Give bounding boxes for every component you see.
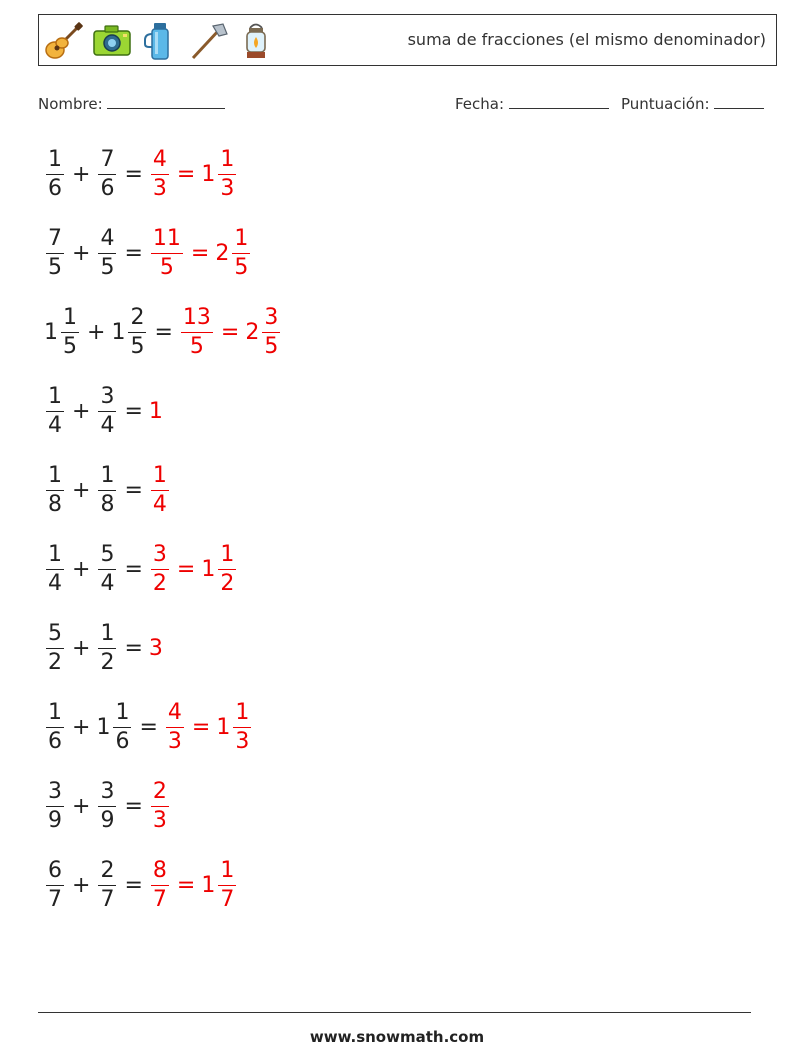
answer-whole: 3: [148, 635, 163, 661]
answer-equals-sign: =: [190, 240, 210, 266]
worksheet-header: [38, 14, 777, 66]
answer-mixed-fraction: [218, 146, 236, 201]
numerator: 3: [100, 778, 115, 804]
camera-icon: [91, 20, 133, 62]
fraction: [113, 699, 131, 754]
denominator: 8: [100, 491, 115, 517]
denominator: 5: [189, 333, 204, 359]
denominator: 3: [167, 728, 182, 754]
fraction: [46, 383, 64, 438]
answer-mixed-whole: 2: [215, 240, 230, 266]
operand-a: [44, 778, 66, 833]
operand-a: [44, 383, 66, 438]
denominator: 3: [220, 175, 235, 201]
denominator: 3: [152, 807, 167, 833]
numerator: 1: [152, 462, 167, 488]
score-blank[interactable]: [714, 94, 764, 109]
numerator: 1: [48, 383, 62, 409]
numerator: 1: [48, 541, 62, 567]
answer-fraction: [151, 778, 169, 833]
numerator: 3: [48, 778, 62, 804]
operand-a: [44, 541, 66, 596]
date-field: [455, 94, 609, 113]
denominator: 5: [130, 333, 145, 359]
numerator: 1: [220, 146, 235, 172]
answer: [149, 146, 238, 201]
fraction: [46, 541, 64, 596]
answer-fraction: [151, 857, 169, 912]
denominator: 7: [220, 886, 235, 912]
answer-fraction: [151, 225, 183, 280]
problem-row: [44, 142, 238, 206]
name-label: Nombre:: [38, 95, 103, 113]
answer: [149, 778, 171, 833]
denominator: 2: [220, 570, 235, 596]
equals-sign: =: [124, 398, 143, 424]
answer-mixed-fraction: [218, 857, 236, 912]
fraction: [98, 541, 116, 596]
plus-sign: +: [72, 398, 91, 424]
name-field: [38, 94, 225, 113]
fraction: [128, 304, 146, 359]
problem-row: [44, 774, 171, 838]
answer: [149, 636, 163, 661]
operand-b: [111, 304, 148, 359]
plus-sign: +: [72, 714, 91, 740]
answer-fraction: [181, 304, 213, 359]
plus-sign: +: [72, 793, 91, 819]
header-icons: [43, 19, 277, 63]
equals-sign: =: [124, 556, 143, 582]
numerator: 1: [100, 462, 115, 488]
answer-equals-sign: =: [176, 872, 196, 898]
score-field: [621, 94, 764, 113]
answer: [149, 541, 238, 596]
fraction: [46, 462, 64, 517]
equals-sign: =: [124, 240, 143, 266]
numerator: 5: [100, 541, 115, 567]
plus-sign: +: [72, 240, 91, 266]
denominator: 4: [48, 570, 62, 596]
answer-equals-sign: =: [220, 319, 240, 345]
answer-mixed-whole: 1: [201, 872, 216, 898]
numerator: 7: [100, 146, 115, 172]
denominator: 4: [100, 570, 115, 596]
numerator: 1: [115, 699, 130, 725]
denominator: 6: [48, 728, 62, 754]
problem-row: [44, 379, 163, 443]
denominator: 3: [235, 728, 250, 754]
plus-sign: +: [72, 477, 91, 503]
numerator: 2: [130, 304, 145, 330]
numerator: 1: [63, 304, 77, 330]
operand-b: [96, 778, 118, 833]
operand-b: [96, 462, 118, 517]
equals-sign: =: [124, 635, 143, 661]
fraction: [46, 778, 64, 833]
plus-sign: +: [72, 161, 91, 187]
denominator: 7: [48, 886, 62, 912]
denominator: 9: [48, 807, 62, 833]
operand-a: [44, 857, 66, 912]
axe-icon: [187, 20, 229, 62]
answer-mixed-fraction: [232, 225, 250, 280]
answer: [149, 225, 252, 280]
operand-b: [96, 620, 118, 675]
denominator: 6: [100, 175, 115, 201]
answer-fraction: [151, 146, 169, 201]
fraction: [46, 225, 64, 280]
denominator: 4: [48, 412, 62, 438]
numerator: 1: [235, 699, 250, 725]
answer: [149, 857, 238, 912]
denominator: 9: [100, 807, 115, 833]
problem-row: [44, 458, 171, 522]
denominator: 7: [100, 886, 115, 912]
operand-b: [96, 699, 133, 754]
operand-b: [96, 146, 118, 201]
denominator: 2: [152, 570, 167, 596]
answer-whole: 1: [148, 398, 163, 424]
answer-mixed-whole: 1: [216, 714, 231, 740]
fraction: [98, 146, 116, 201]
lantern-icon: [235, 20, 277, 62]
numerator: 3: [152, 541, 167, 567]
fraction: [46, 146, 64, 201]
operand-a: [44, 225, 66, 280]
numerator: 3: [264, 304, 279, 330]
numerator: 1: [234, 225, 249, 251]
problem-row: [44, 300, 282, 364]
numerator: 7: [48, 225, 62, 251]
operand-b: [96, 383, 118, 438]
operand-a: [44, 146, 66, 201]
answer: [149, 399, 163, 424]
problem-row: [44, 221, 252, 285]
fraction: [98, 778, 116, 833]
denominator: 5: [264, 333, 279, 359]
answer-mixed-fraction: [218, 541, 236, 596]
footer-divider: [38, 1012, 751, 1013]
operand-b: [96, 541, 118, 596]
operand-a: [44, 620, 66, 675]
answer-mixed-whole: 2: [245, 319, 260, 345]
numerator: 13: [182, 304, 211, 330]
plus-sign: +: [72, 556, 91, 582]
equals-sign: =: [124, 161, 143, 187]
numerator: 1: [48, 699, 62, 725]
guitar-icon: [43, 20, 85, 62]
equals-sign: =: [124, 477, 143, 503]
whole-part: 1: [44, 319, 58, 345]
answer-fraction: [151, 541, 169, 596]
equals-sign: =: [124, 793, 143, 819]
problem-row: [44, 853, 238, 917]
date-label: Fecha:: [455, 95, 505, 113]
plus-sign: +: [72, 872, 91, 898]
equals-sign: =: [154, 319, 173, 345]
fraction: [98, 225, 116, 280]
answer-mixed-whole: 1: [201, 161, 216, 187]
denominator: 8: [48, 491, 62, 517]
denominator: 2: [100, 649, 115, 675]
fraction: [46, 620, 64, 675]
denominator: 5: [100, 254, 115, 280]
operand-a: [44, 462, 66, 517]
numerator: 1: [220, 857, 235, 883]
denominator: 4: [152, 491, 167, 517]
answer-mixed-fraction: [262, 304, 280, 359]
denominator: 7: [152, 886, 167, 912]
whole-part: 1: [96, 714, 111, 740]
numerator: 1: [100, 620, 115, 646]
fraction: [98, 857, 116, 912]
numerator: 5: [48, 620, 62, 646]
numerator: 1: [48, 146, 62, 172]
numerator: 2: [152, 778, 167, 804]
fraction: [61, 304, 79, 359]
operand-a: [44, 699, 66, 754]
operand-a: [44, 304, 81, 359]
denominator: 5: [159, 254, 174, 280]
fraction: [98, 620, 116, 675]
answer-fraction: [151, 462, 169, 517]
numerator: 11: [152, 225, 181, 251]
name-blank[interactable]: [107, 94, 225, 109]
operand-b: [96, 857, 118, 912]
denominator: 2: [48, 649, 62, 675]
denominator: 5: [234, 254, 249, 280]
equals-sign: =: [139, 714, 158, 740]
problem-row: [44, 695, 253, 759]
fraction: [46, 857, 64, 912]
fraction: [98, 383, 116, 438]
plus-sign: +: [87, 319, 106, 345]
thermos-icon: [139, 20, 181, 62]
denominator: 4: [100, 412, 115, 438]
answer-mixed-fraction: [233, 699, 251, 754]
numerator: 1: [220, 541, 235, 567]
answer-fraction: [166, 699, 184, 754]
denominator: 6: [48, 175, 62, 201]
problem-row: [44, 537, 238, 601]
numerator: 1: [48, 462, 62, 488]
answer-equals-sign: =: [191, 714, 211, 740]
denominator: 5: [48, 254, 62, 280]
numerator: 8: [152, 857, 167, 883]
answer: [149, 462, 171, 517]
fraction: [46, 699, 64, 754]
numerator: 3: [100, 383, 115, 409]
denominator: 6: [115, 728, 130, 754]
answer-equals-sign: =: [176, 556, 196, 582]
numerator: 2: [100, 857, 115, 883]
footer-url: www.snowmath.com: [309, 1028, 485, 1046]
denominator: 5: [63, 333, 77, 359]
numerator: 4: [152, 146, 167, 172]
answer: [164, 699, 253, 754]
answer-mixed-whole: 1: [201, 556, 216, 582]
fraction: [98, 462, 116, 517]
denominator: 3: [152, 175, 167, 201]
whole-part: 1: [111, 319, 126, 345]
numerator: 4: [100, 225, 115, 251]
problem-row: [44, 616, 163, 680]
score-label: Puntuación:: [621, 95, 710, 113]
numerator: 4: [167, 699, 182, 725]
numerator: 6: [48, 857, 62, 883]
plus-sign: +: [72, 635, 91, 661]
worksheet-title: suma de fracciones (el mismo denominador): [407, 30, 766, 49]
answer: [179, 304, 282, 359]
date-blank[interactable]: [509, 94, 609, 109]
equals-sign: =: [124, 872, 143, 898]
answer-equals-sign: =: [176, 161, 196, 187]
operand-b: [96, 225, 118, 280]
